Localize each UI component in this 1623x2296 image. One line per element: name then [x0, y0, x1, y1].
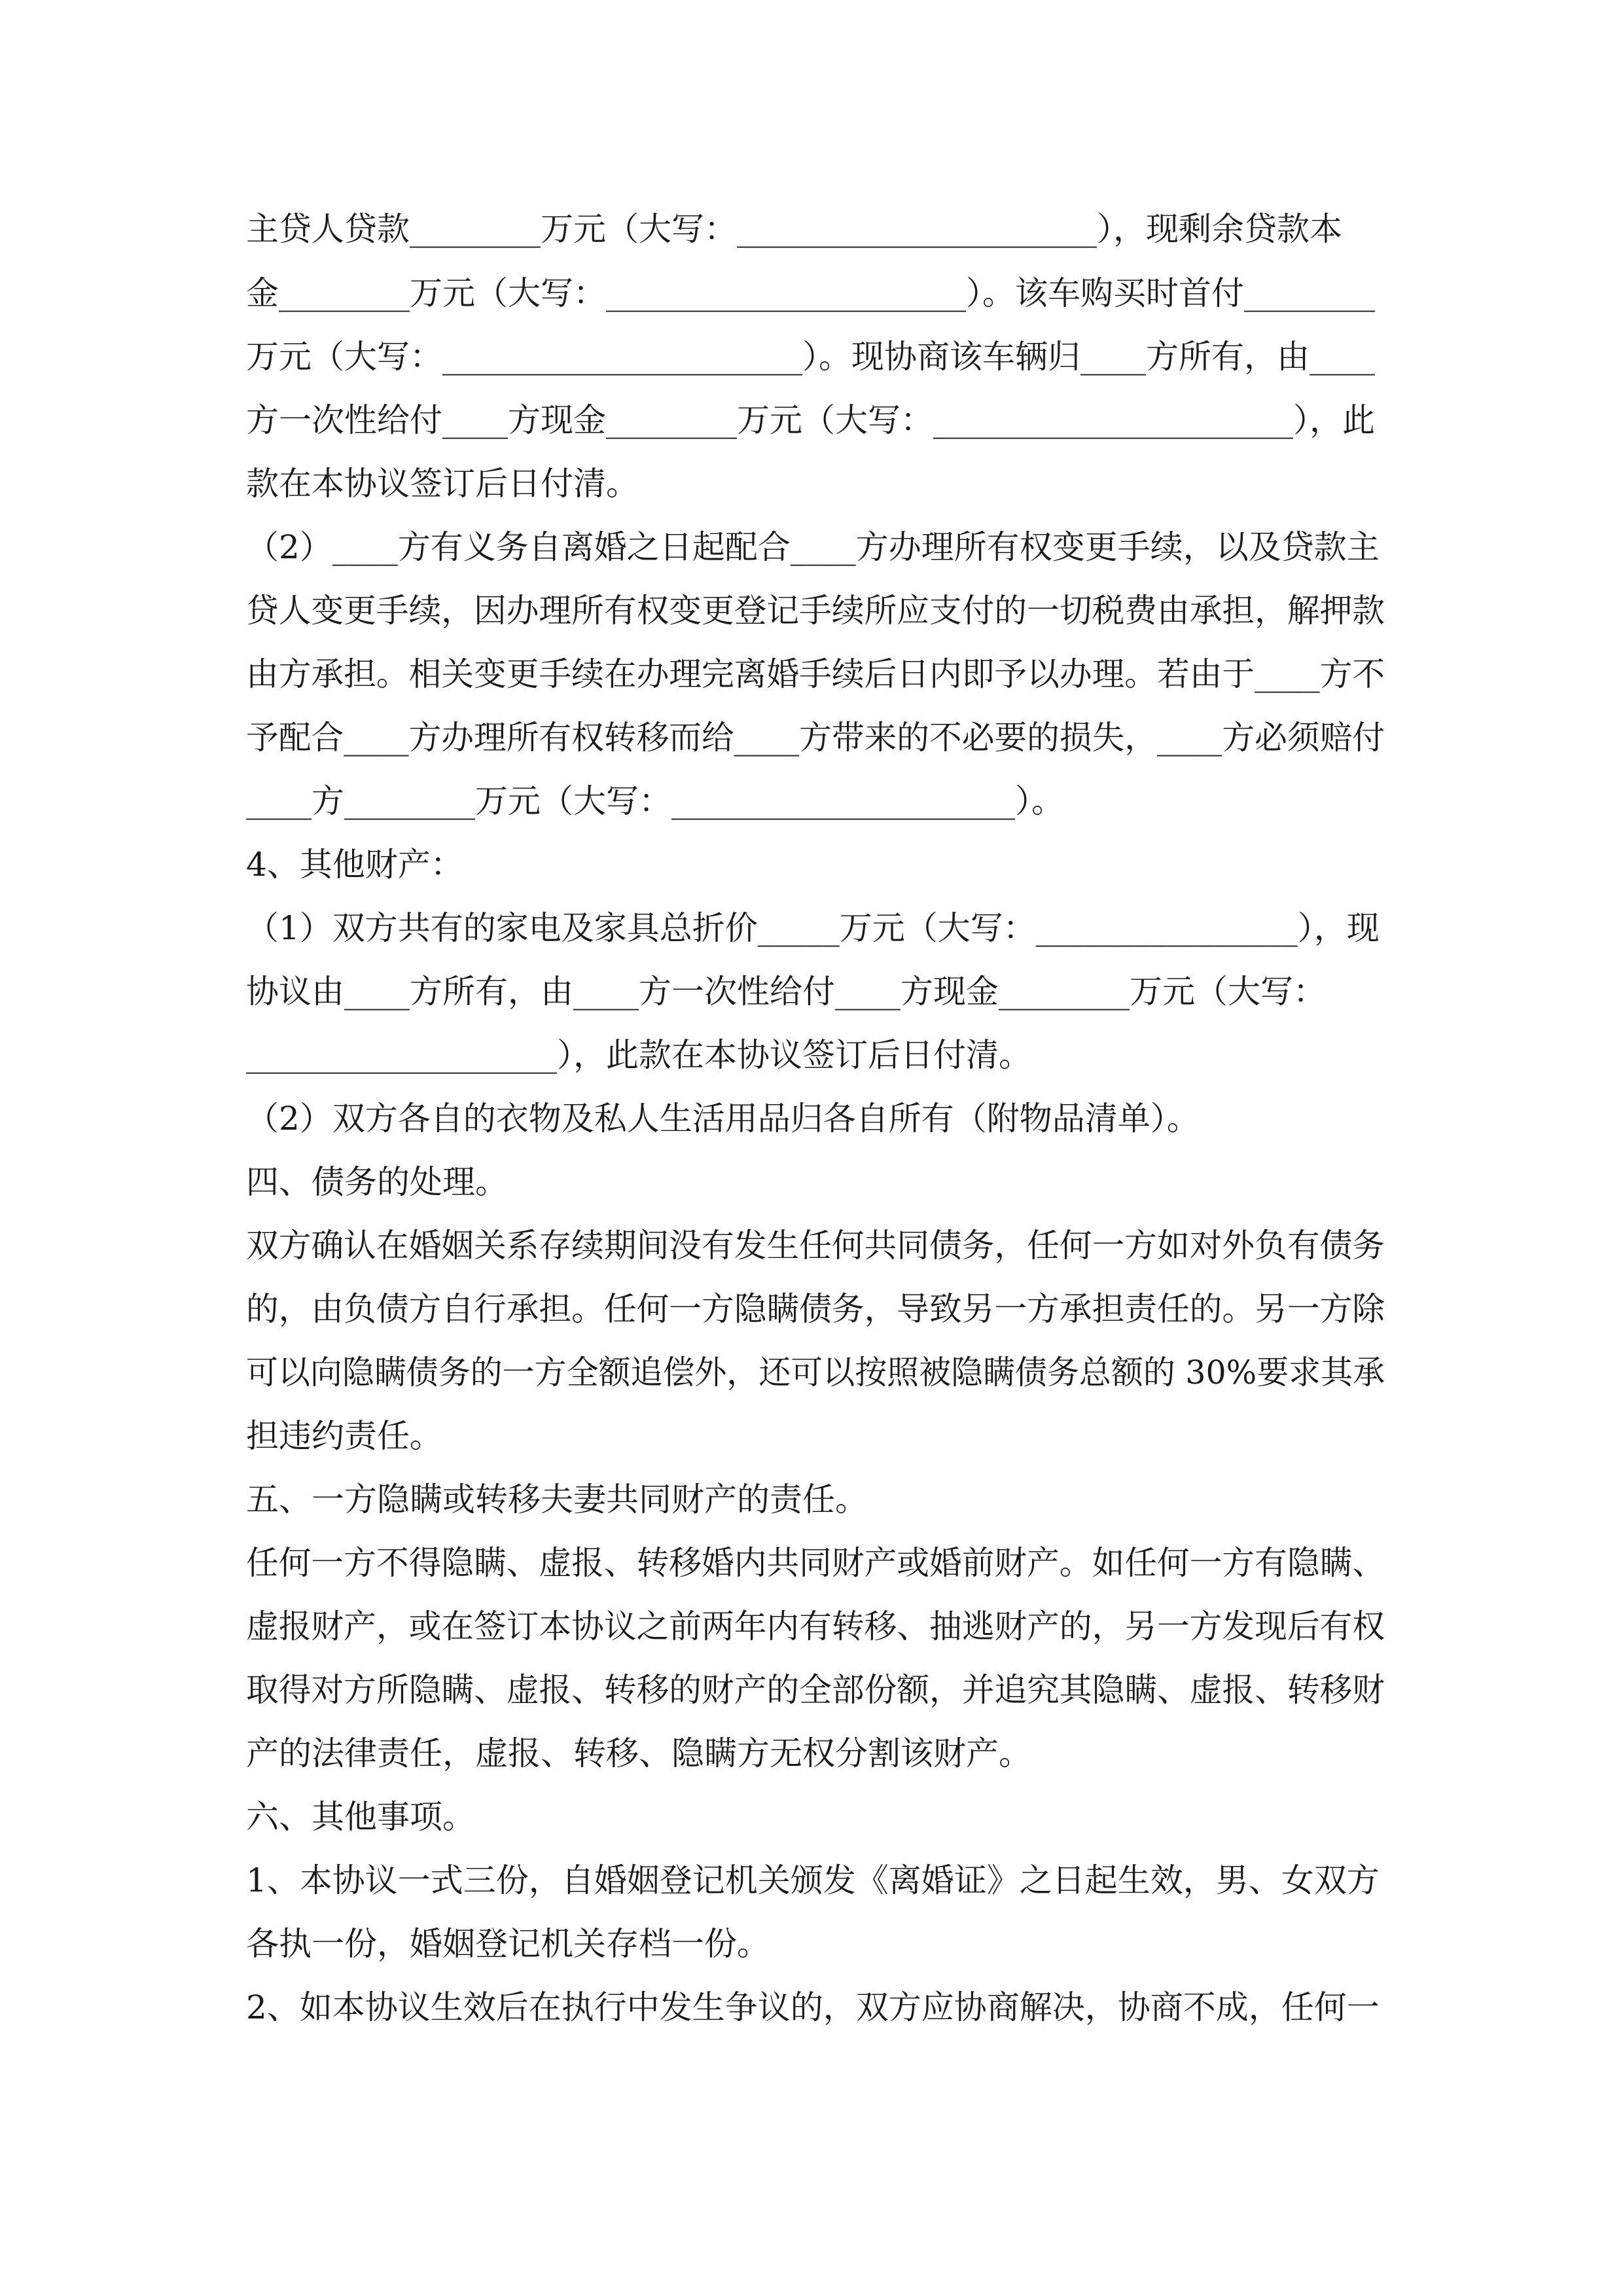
- text-line: 任何一方不得隐瞒、虚报、转移婚内共同财产或婚前财产。如任何一方有隐瞒、: [246, 1544, 1385, 1582]
- text-line: 协议由____方所有，由____方一次性给付____方现金________万元（大写：: [246, 973, 1326, 1011]
- section-heading: 六、其他事项。: [246, 1798, 475, 1836]
- text-line: 双方确认在婚姻关系存续期间没有发生任何共同债务，任何一方如对外负有债务: [246, 1227, 1385, 1265]
- text-line: 方一次性给付____方现金________万元（大写：______________________），此: [246, 401, 1375, 439]
- text-line: 万元（大写：______________________）。现协商该车辆归____方所有，由____: [246, 338, 1375, 376]
- text-line: 款在本协议签订后日付清。: [246, 465, 639, 503]
- text-line: （2）双方各自的衣物及私人生活用品归各自所有（附物品清单）。: [246, 1100, 1200, 1138]
- text-line: （1）双方共有的家电及家具总折价_____万元（大写：________________），现: [246, 909, 1380, 947]
- text-line: 予配合____方办理所有权转移而给____方带来的不必要的损失，____方必须赔付: [246, 719, 1385, 757]
- text-line: 虚报财产，或在签订本协议之前两年内有转移、抽逃财产的，另一方发现后有权: [246, 1607, 1385, 1645]
- text-line: 担违约责任。: [246, 1417, 442, 1455]
- text-line: ___________________），此款在本协议签订后日付清。: [246, 1036, 1031, 1074]
- text-line: 贷人变更手续，因办理所有权变更登记手续所应支付的一切税费由承担，解押款: [246, 592, 1385, 630]
- section-heading: 4、其他财产：: [246, 846, 463, 884]
- text-line: ____方________万元（大写：_____________________）。: [246, 782, 1064, 820]
- section-heading: 四、债务的处理。: [246, 1163, 508, 1201]
- text-line: 1、本协议一式三份，自婚姻登记机关颁发《离婚证》之日起生效，男、女双方: [246, 1861, 1380, 1899]
- text-line: 各执一份，婚姻登记机关存档一份。: [246, 1925, 770, 1963]
- text-line: （2）____方有义务自离婚之日起配合____方办理所有权变更手续，以及贷款主: [246, 528, 1380, 566]
- text-line: 由方承担。相关变更手续在办理完离婚手续后日内即予以办理。若由于____方不: [246, 655, 1385, 693]
- section-heading: 五、一方隐瞒或转移夫妻共同财产的责任。: [246, 1480, 868, 1518]
- text-line: 主贷人贷款________万元（大写：______________________），现剩余贷款本: [246, 210, 1342, 248]
- text-line: 可以向隐瞒债务的一方全额追偿外，还可以按照被隐瞒债务总额的 30%要求其承: [246, 1354, 1385, 1391]
- text-line: 2、如本协议生效后在执行中发生争议的，双方应协商解决，协商不成，任何一: [246, 1988, 1380, 2026]
- text-line: 金________万元（大写：______________________）。该车购买时首付________: [246, 274, 1375, 312]
- text-line: 产的法律责任，虚报、转移、隐瞒方无权分割该财产。: [246, 1734, 1031, 1772]
- text-line: 的，由负债方自行承担。任何一方隐瞒债务，导致另一方承担责任的。另一方除: [246, 1290, 1385, 1328]
- text-line: 取得对方所隐瞒、虚报、转移的财产的全部份额，并追究其隐瞒、虚报、转移财: [246, 1671, 1385, 1709]
